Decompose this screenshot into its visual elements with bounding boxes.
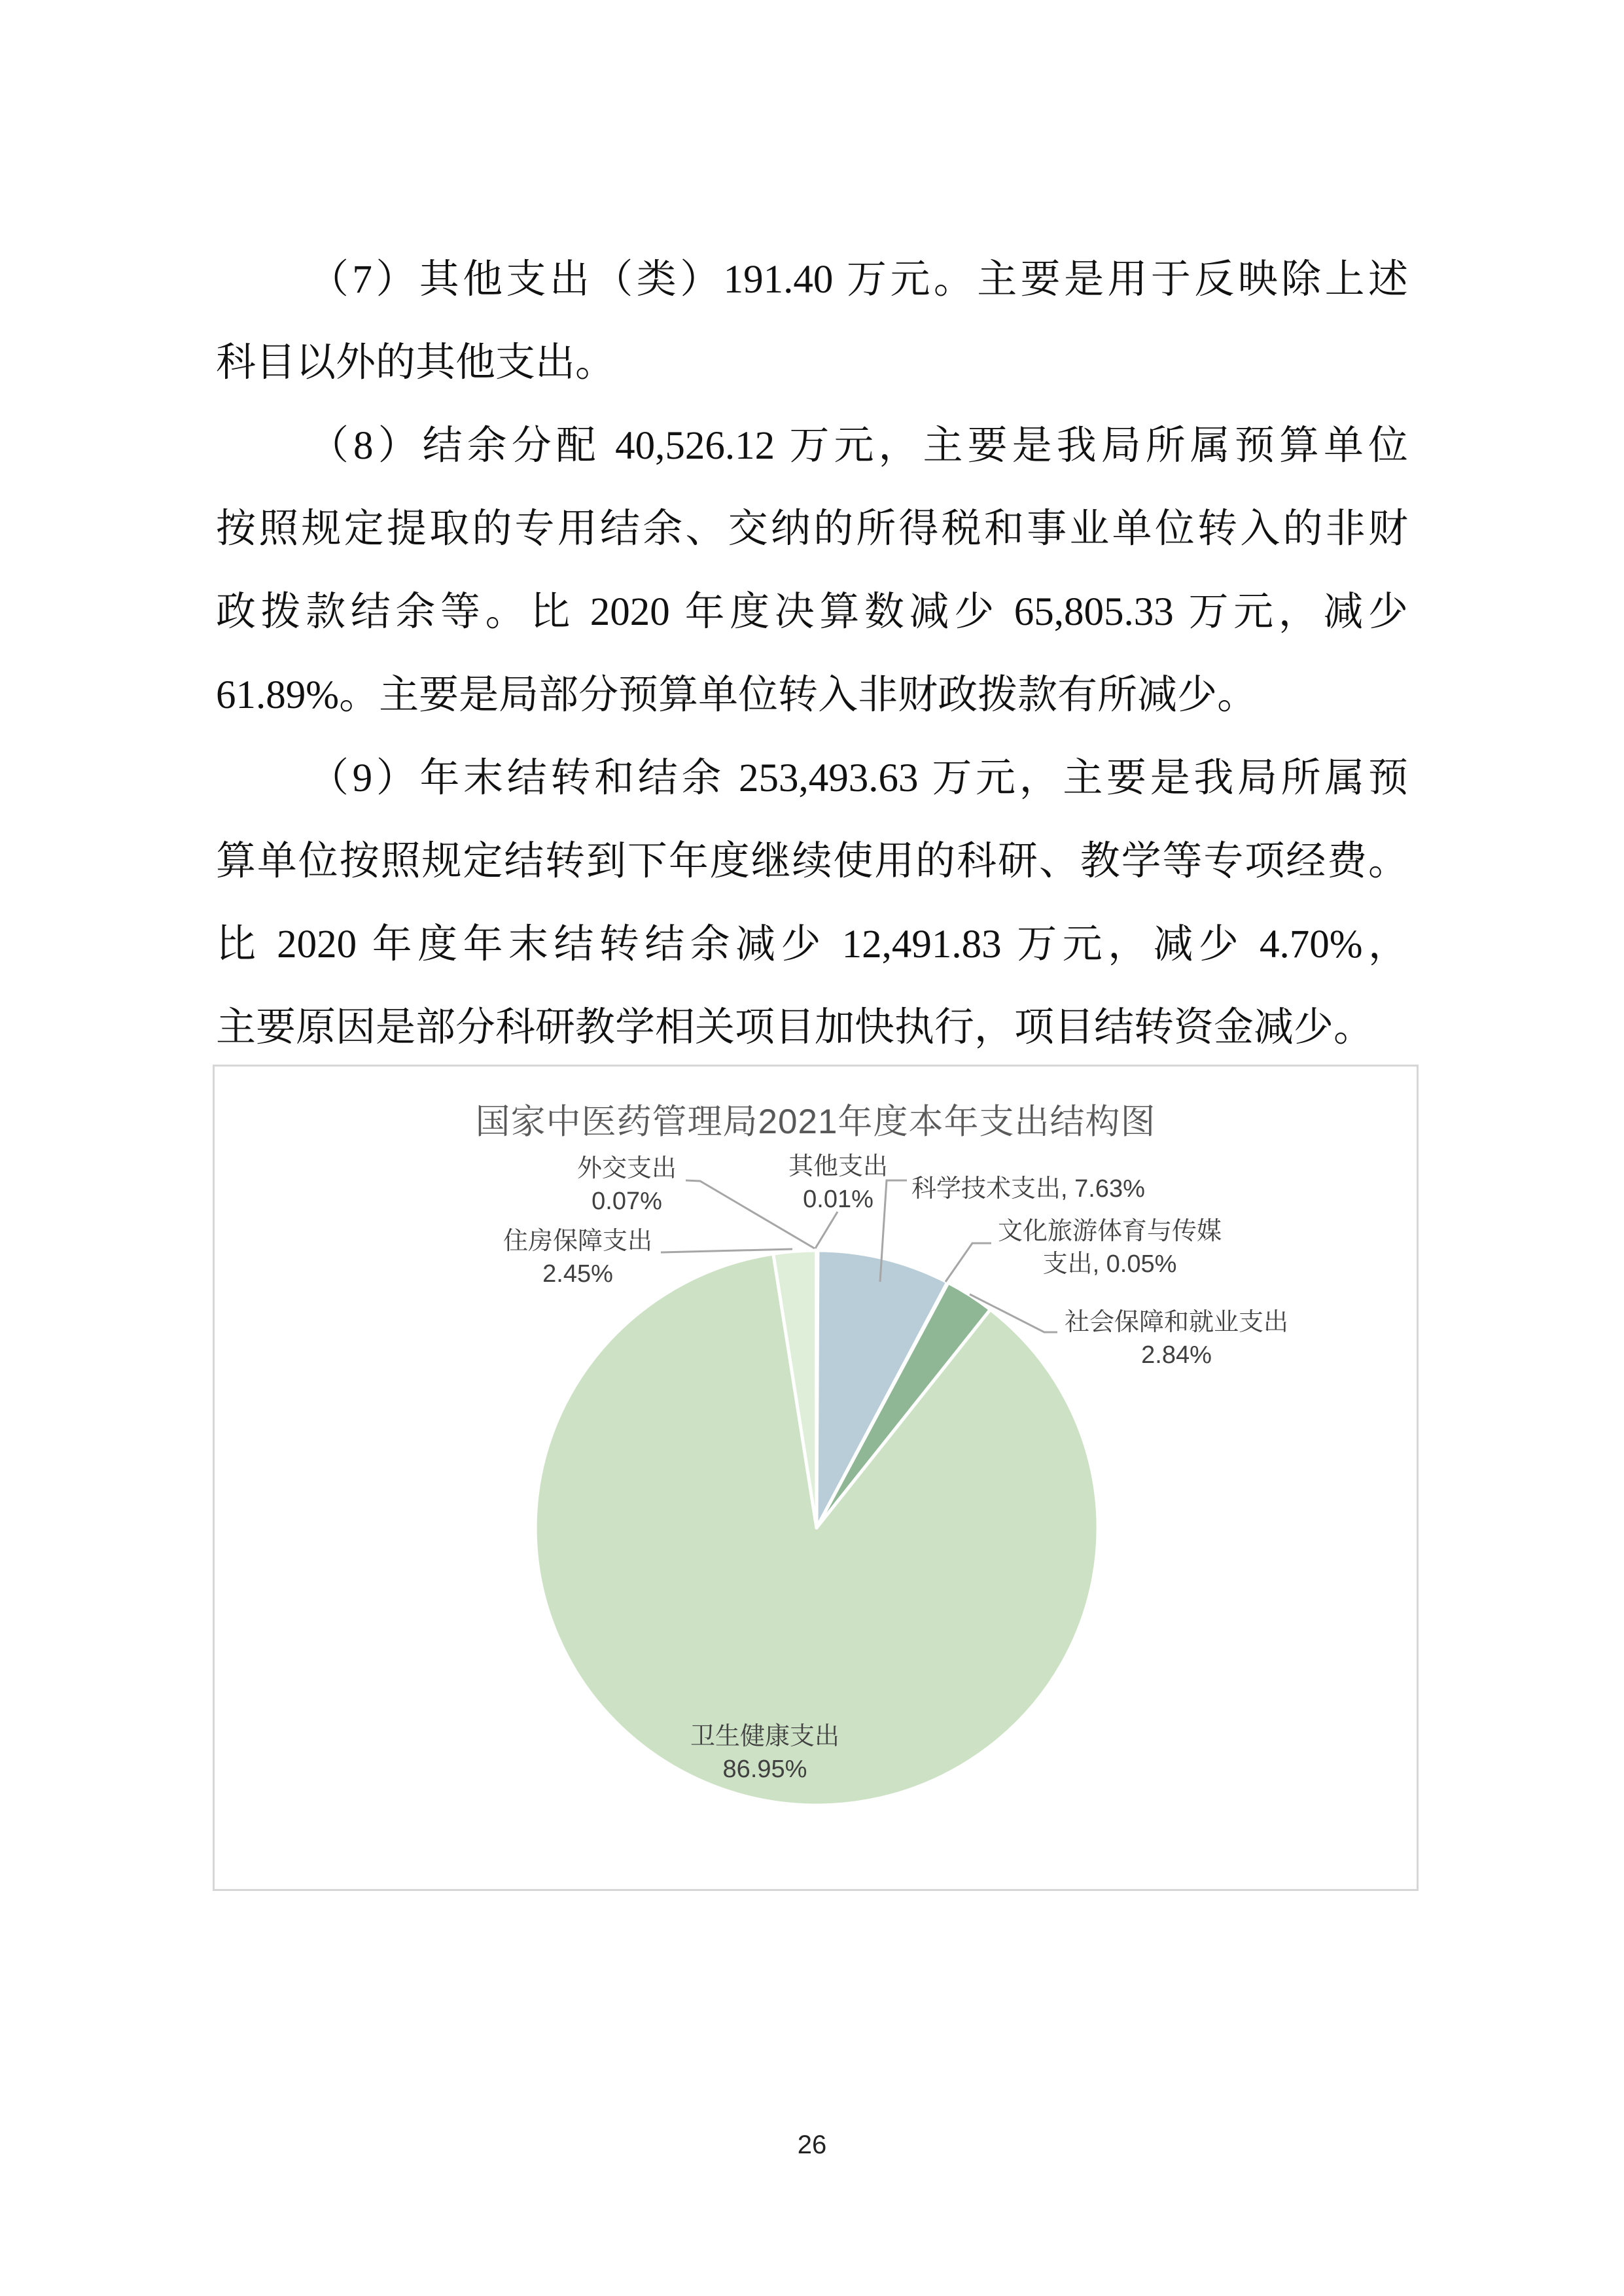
pie-label-line: 卫生健康支出: [690, 1723, 839, 1750]
pie-label-5: [667, 1720, 863, 1786]
pie-label-4: [1046, 1306, 1307, 1371]
doc-line: （9）年末结转和结余 253,493.63 万元，主要是我局所属预: [309, 756, 1408, 800]
pie-label-line: 外交支出: [576, 1155, 677, 1182]
doc-line: 比 2020 年度年末结转结余减少 12,491.83 万元，减少 4.70%，: [216, 923, 1408, 966]
doc-line: 科目以外的其他支出。: [216, 341, 616, 385]
pie-label-1: [529, 1152, 725, 1218]
doc-line: 61.89%。主要是局部分预算单位转入非财政拨款有所减少。: [216, 673, 1258, 717]
pie-label-line: 2.84%: [1141, 1341, 1212, 1369]
pie-label-line: 文化旅游体育与传媒: [997, 1218, 1222, 1245]
pie-label-line: 科学技术支出, 7.63%: [911, 1175, 1145, 1203]
doc-line: （7）其他支出（类）191.40 万元。主要是用于反映除上述: [309, 258, 1408, 302]
leader-line-7: [815, 1212, 838, 1248]
doc-line: 主要原因是部分科研教学相关项目加快执行，项目结转资金减少。: [216, 1006, 1374, 1050]
pie-label-line: 0.01%: [803, 1186, 874, 1213]
document-text: [216, 238, 1408, 1069]
pie-label-6: [480, 1225, 676, 1290]
pie-label-line: 社会保障和就业支出: [1064, 1309, 1288, 1336]
pie-label-line: 0.07%: [591, 1188, 662, 1215]
chart-title: 国家中医药管理局2021年度本年支出结构图: [475, 1103, 1156, 1141]
pie-label-3: [992, 1215, 1227, 1280]
leader-line-3: [945, 1243, 991, 1282]
pie-label-2: [911, 1173, 1252, 1205]
pie-label-line: 2.45%: [542, 1260, 613, 1288]
pie-label-line: 86.95%: [722, 1756, 807, 1783]
expenditure-pie-chart-figure: [213, 1065, 1419, 1891]
doc-line: 算单位按照规定结转到下年度继续使用的科研、教学等专项经费。: [216, 839, 1408, 883]
leader-line-6: [661, 1249, 792, 1252]
doc-line: （8）结余分配 40,526.12 万元，主要是我局所属预算单位: [309, 424, 1408, 468]
pie-label-line: 其他支出: [788, 1153, 888, 1180]
page-number: 26: [797, 2130, 827, 2159]
pie-label-line: 住房保障支出: [503, 1227, 652, 1255]
pie-label-line: 支出, 0.05%: [1042, 1250, 1177, 1278]
pie-label-7: [740, 1150, 936, 1216]
doc-line: 按照规定提取的专用结余、交纳的所得税和事业单位转入的非财: [216, 507, 1408, 551]
doc-line: 政拨款结余等。比 2020 年度决算数减少 65,805.33 万元，减少: [216, 590, 1408, 634]
